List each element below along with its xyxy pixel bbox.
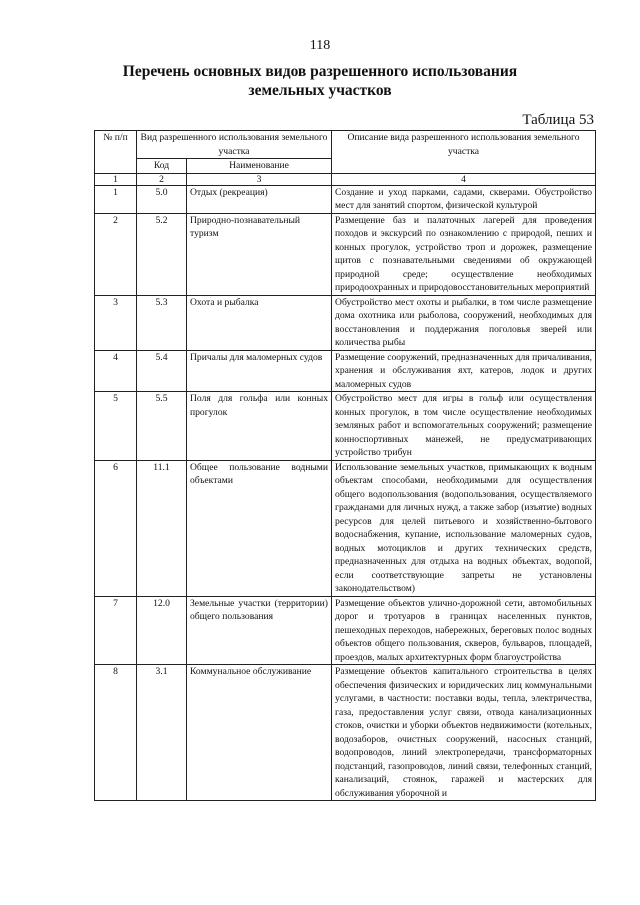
row-description: Размещение баз и палаточных лагерей для проведения походов и экскурсий по ознакомлению с природой, пеших и конных прогулок, устройство троп и дорожек, размещение щитов с познавательными сведениями об окружающей природной среде; осуществление необходимых природоохранных и природовосстановительных мероприятий [332,213,596,295]
row-description: Создание и уход парками, садами, скверами. Обустройство мест для занятий спортом, физической культурой [332,185,596,213]
row-name: Общее пользование водными объектами [187,460,332,596]
header-code: Код [137,159,187,174]
row-number: 6 [95,460,137,596]
document-title [0,62,640,100]
header-type-group: Вид разрешенного использования земельного участка [137,131,332,159]
row-code: 5.2 [137,213,187,295]
header-num: № п/п [95,131,137,174]
column-numbers-row [95,173,596,185]
page-number: 118 [309,38,331,53]
header-description: Описание вида разрешенного использования земельного участка [332,131,596,174]
row-code: 5.4 [137,350,187,392]
row-name: Природно-познавательный туризм [187,213,332,295]
table-row [95,596,596,665]
row-code: 12.0 [137,596,187,665]
row-name: Отдых (рекреация) [187,185,332,213]
row-number: 5 [95,392,137,461]
row-number: 7 [95,596,137,665]
table-row [95,213,596,295]
table-row [95,295,596,350]
row-name: Охота и рыбалка [187,295,332,350]
row-number: 3 [95,295,137,350]
title-line-1: Перечень основных видов разрешенного использования [122,63,518,80]
table-label: Таблица 53 [522,112,594,128]
header-row [95,131,596,159]
table-row [95,350,596,392]
row-description: Размещение объектов капитального строительства в целях обеспечения физических и юридических лиц коммунальными услугами, в частности: поставки воды, тепла, электричества, газа, предоставления услуг связи, отвода канализационных стоков, очистки и уборки объектов недвижимости (котельных, водозаборов, очистных сооружений, насосных станций, водопроводов, линий электропередачи, трансформаторных подстанций, газопроводов, линий связи, телефонных станций, канализаций, стоянок, гаражей и мастерских для обслуживания уборочной и [332,665,596,801]
title-line-2: земельных участков [248,82,392,99]
row-name: Поля для гольфа или конных прогулок [187,392,332,461]
row-description: Обустройство мест для игры в гольф или осуществления конных прогулок, в том числе осуществление необходимых земляных работ и вспомогательных сооружений; размещение конноспортивных манежей, не предусматривающих устройство трибун [332,392,596,461]
row-number: 4 [95,350,137,392]
row-name: Коммунальное обслуживание [187,665,332,801]
row-name: Земельные участки (территории) общего пользования [187,596,332,665]
row-name: Причалы для маломерных судов [187,350,332,392]
row-number: 8 [95,665,137,801]
row-code: 5.0 [137,185,187,213]
row-code: 3.1 [137,665,187,801]
row-description: Использование земельных участков, примыкающих к водным объектам способами, необходимыми для осуществления общего водопользования (водопользования, осуществляемого гражданами для личных нужд, а также забор (изъятие) водных ресурсов для целей питьевого и хозяйственно-бытового водоснабжения, купание, использование маломерных судов, водных мотоциклов и других технических средств, предназначенных для отдыха на водных объектах, водопой, если соответствующие запреты не установлены законодательством) [332,460,596,596]
row-number: 1 [95,185,137,213]
row-code: 11.1 [137,460,187,596]
table-row [95,185,596,213]
header-name: Наименование [187,159,332,174]
col-number: 1 [95,173,137,185]
row-description: Размещение объектов улично-дорожной сети, автомобильных дорог и тротуаров в границах населенных пунктов, пешеходных переходов, набережных, береговых полос водных объектов общего пользования, скверов, бульваров, площадей, проездов, малых архитектурных форм благоустройства [332,596,596,665]
col-number: 4 [332,173,596,185]
row-code: 5.3 [137,295,187,350]
table-row [95,460,596,596]
land-use-table [94,130,596,801]
table-row [95,665,596,801]
row-description: Размещение сооружений, предназначенных для причаливания, хранения и обслуживания яхт, катеров, лодок и других маломерных судов [332,350,596,392]
col-number: 3 [187,173,332,185]
row-number: 2 [95,213,137,295]
table-row [95,392,596,461]
col-number: 2 [137,173,187,185]
row-description: Обустройство мест охоты и рыбалки, в том числе размещение дома охотника или рыболова, сооружений, необходимых для восстановления и поддержания поголовья зверей или количества рыбы [332,295,596,350]
row-code: 5.5 [137,392,187,461]
